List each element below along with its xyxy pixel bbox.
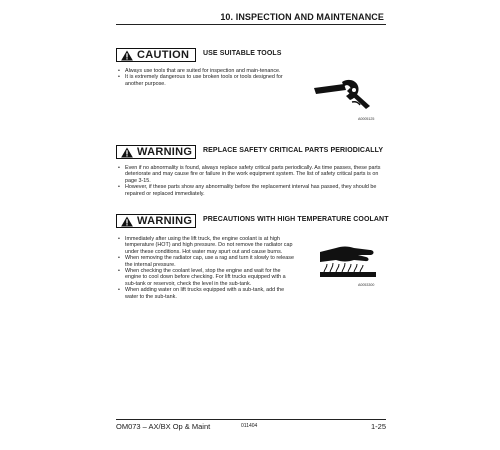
list-item: • It is extremely dangerous to use broken tools or tools designed for another purpose. xyxy=(118,74,286,87)
footer-date-code: 011404 xyxy=(241,423,258,429)
list-item: • Always use tools that are suited for inspection and main-tenance. xyxy=(118,68,286,74)
signal-word: WARNING xyxy=(137,214,193,227)
list-item: • Even if no abnormality is found, always replace safety critical parts periodically. As time passes, these parts deteriorate and may cause fire or failure in the work equipment system. The list of safety critical parts is on page 3-15. xyxy=(118,165,388,184)
image-code: A0005125 xyxy=(358,117,375,121)
header-rule xyxy=(116,24,386,25)
signal-word: WARNING xyxy=(137,145,193,158)
alert-triangle-icon xyxy=(120,50,134,61)
footer-manual-code: OM073 – AX/BX Op & Maint xyxy=(116,422,211,431)
signal-word: CAUTION xyxy=(137,48,190,61)
list-item: • Immediately after using the lift truck, the engine coolant is at high temperature (HOT) and high pressure. Do not remove the radiator cap under these conditions. Hot water may spurt out and cause burns. xyxy=(118,236,294,255)
wrench-hand-icon xyxy=(312,74,374,110)
bullet-list xyxy=(118,68,286,87)
list-item: • However, if these parts show any abnormality before the replacement interval has passed, they should be repaired or replaced immediately. xyxy=(118,184,388,197)
list-item: • When adding water on lift trucks equipped with a sub-tank, add the water to the sub-tank. xyxy=(118,287,294,300)
alert-triangle-icon xyxy=(120,147,134,158)
warning-sign xyxy=(116,145,196,159)
page-number: 1-25 xyxy=(370,422,386,431)
bullet-list xyxy=(118,236,294,300)
image-code: A0053300 xyxy=(358,283,375,287)
section-heading: PRECAUTIONS WITH HIGH TEMPERATURE COOLANT xyxy=(203,216,389,223)
hot-surface-hand-icon xyxy=(318,240,380,280)
section-heading: REPLACE SAFETY CRITICAL PARTS PERIODICALLY xyxy=(203,147,384,154)
footer-rule xyxy=(116,419,386,420)
bullet-list xyxy=(118,165,388,197)
chapter-title: 10. INSPECTION AND MAINTENANCE xyxy=(220,12,384,22)
caution-sign xyxy=(116,48,196,62)
warning-sign xyxy=(116,214,196,228)
section-heading: USE SUITABLE TOOLS xyxy=(203,50,282,57)
alert-triangle-icon xyxy=(120,216,134,227)
list-item: • When checking the coolant level, stop the engine and wait for the engine to cool down before checking. For lift trucks equipped with a sub-tank or reservoir, check the level in the sub-tank. xyxy=(118,268,294,287)
list-item: • When removing the radiator cap, use a rag and turn it slowly to release the internal pressure. xyxy=(118,255,294,268)
